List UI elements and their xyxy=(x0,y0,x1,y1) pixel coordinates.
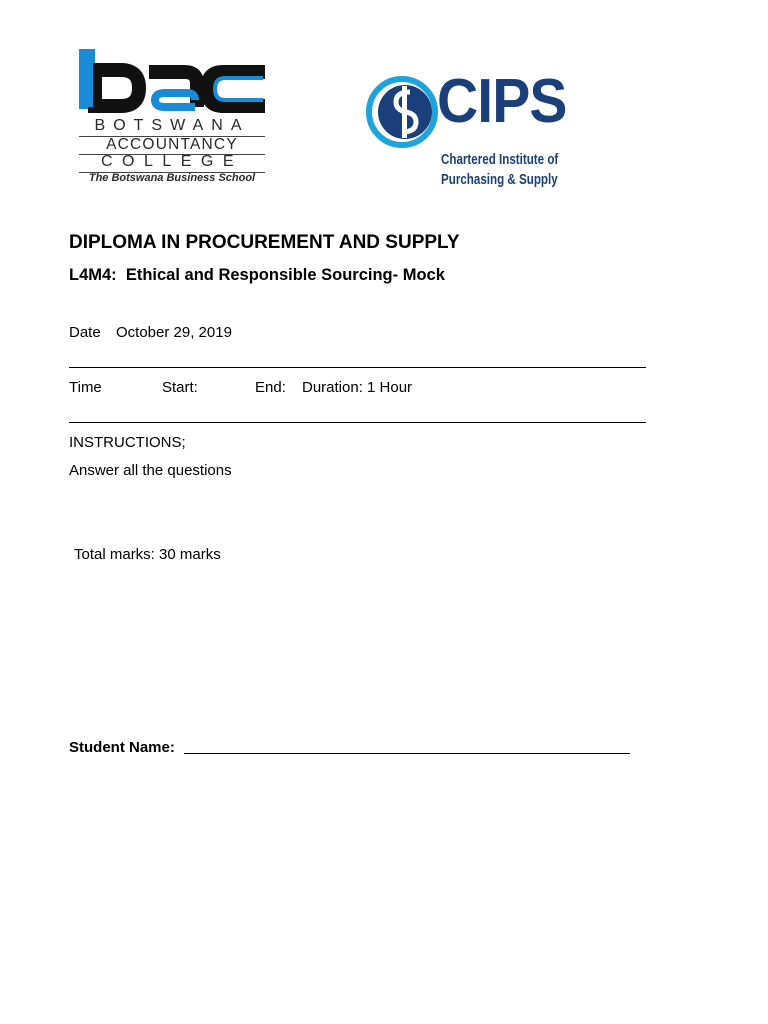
document-title: DIPLOMA IN PROCUREMENT AND SUPPLY xyxy=(69,232,460,253)
end-label: End: xyxy=(255,379,286,396)
bac-mark-icon xyxy=(77,48,267,114)
total-marks: Total marks: 30 marks xyxy=(74,546,221,563)
time-label: Time xyxy=(69,379,102,396)
bac-name-line1: BOTSWANA xyxy=(94,117,250,134)
cips-emblem-icon xyxy=(366,66,438,162)
student-name-line[interactable] xyxy=(184,753,630,754)
divider xyxy=(69,422,646,423)
duration-text: Duration: 1 Hour xyxy=(302,379,413,396)
bac-name-line3: COLLEGE xyxy=(100,153,244,170)
instructions-heading: INSTRUCTIONS; xyxy=(69,434,186,451)
module-subtitle: L4M4: Ethical and Responsible Sourcing- Mock xyxy=(69,266,445,284)
cips-logo xyxy=(366,66,566,194)
date-value: October 29, 2019 xyxy=(116,324,232,341)
instructions-text: Answer all the questions xyxy=(69,462,232,479)
start-label: Start: xyxy=(162,379,198,396)
bac-tagline: The Botswana Business School xyxy=(88,172,256,184)
cips-wordmark: CIPS xyxy=(437,67,567,136)
bac-logo xyxy=(77,48,269,188)
date-label: Date xyxy=(69,324,101,341)
cips-subtitle-line1: Chartered Institute of xyxy=(441,152,559,168)
cips-subtitle-line2: Purchasing & Supply xyxy=(441,172,558,188)
divider xyxy=(69,367,646,368)
bac-name-line2: ACCOUNTANCY xyxy=(106,136,238,153)
student-name-label: Student Name: xyxy=(69,739,175,756)
